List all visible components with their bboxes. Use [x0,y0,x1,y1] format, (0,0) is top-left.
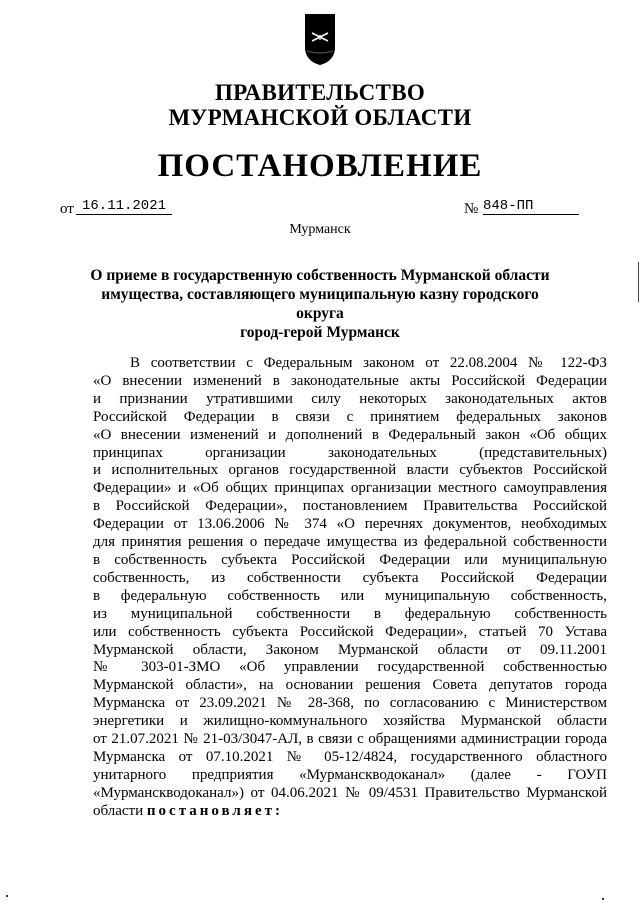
coat-of-arms-icon [301,11,339,67]
body-final-line [93,803,607,821]
body-line: В соответствии с Федеральным законом от 22.08.2004 № 122-ФЗ [130,355,607,371]
body-line: и исполнительных органов государственной власти субъектов Российской [93,462,607,479]
body-line: собственность, из собственности субъекта Российской Федерации [93,569,607,586]
body-line: от 21.07.2021 № 21-03/3047-АЛ, в связи с обращениями администрации города [93,731,607,748]
body-final-prefix: области [93,802,144,819]
document-body [93,355,607,821]
document-type-title: ПОСТАНОВЛЕНИЕ [157,148,483,184]
body-line: унитарного предприятия «Мурманскводоканал» (далее - ГОУП [93,766,607,783]
subject-line: О приеме в государственную собственность Мурманской области [90,267,550,284]
body-line: энергетики и жилищно-коммунального хозяйства Мурманской области [93,713,607,730]
government-title-line1: ПРАВИТЕЛЬСТВО [214,80,426,105]
scan-margin-mark [638,262,639,302]
body-line: Мурманска от 07.10.2021 № 05-12/4824, государственного областного [93,748,607,765]
body-line: и признании утратившими силу некоторых законодательных актов [93,390,607,407]
scan-speck [602,898,604,900]
resolution-keyword: постановляет: [146,802,283,819]
body-line: в федеральную собственность или муниципальную собственность, [93,587,607,604]
subject-line: имущества, составляющего муниципальную казну городского округа [101,286,539,322]
scan-speck [6,895,8,897]
number-label: № [464,201,479,217]
subject-line: город-герой Мурманск [240,324,400,341]
document-date: 16.11.2021 [76,198,172,215]
body-line: в Российской Федерации», постановлением Правительства Российской [93,498,607,515]
date-label: от [60,201,74,217]
body-line: Мурманской области, Законом Мурманской области от 09.11.2001 [93,641,607,658]
body-line: «Мурманскводоканал») от 04.06.2021 № 09/4531 Правительство Мурманской [93,784,607,801]
body-line: «О внесении изменений в законодательные акты Российской Федерации [93,372,607,389]
body-line: Российской Федерации в связи с принятием федеральных законов [93,408,607,425]
body-line: из муниципальной собственности в федеральную собственность [93,605,607,622]
government-title-line2: МУРМАНСКОЙ ОБЛАСТИ [168,105,472,130]
body-line: Федерации» и «Об общих принципах организации местного самоуправления [93,480,607,497]
body-line: Мурманска от 23.09.2021 № 28-368, по согласованию с Министерством [93,695,607,712]
body-line: «О внесении изменений и дополнений в Федеральный закон «Об общих [93,426,607,443]
city-name: Мурманск [289,222,351,237]
body-line: в собственность субъекта Российской Федерации или муниципальную [93,551,607,568]
body-line: Мурманской области», на основании решения Совета депутатов города [93,677,607,694]
document-subject [90,266,550,342]
document-number: 848-ПП [483,198,579,215]
body-line: Федерации от 13.06.2006 № 374 «О перечнях документов, необходимых [93,516,607,533]
body-line: № 303-01-ЗМО «Об управлении государственной собственностью [93,659,607,676]
body-line: или собственность субъекта Российской Федерации», статьей 70 Устава [93,623,607,640]
body-line: для принятия решения о передаче имущества из федеральной собственности [93,534,607,551]
body-line: принципах организации законодательных (представительных) [93,444,607,461]
